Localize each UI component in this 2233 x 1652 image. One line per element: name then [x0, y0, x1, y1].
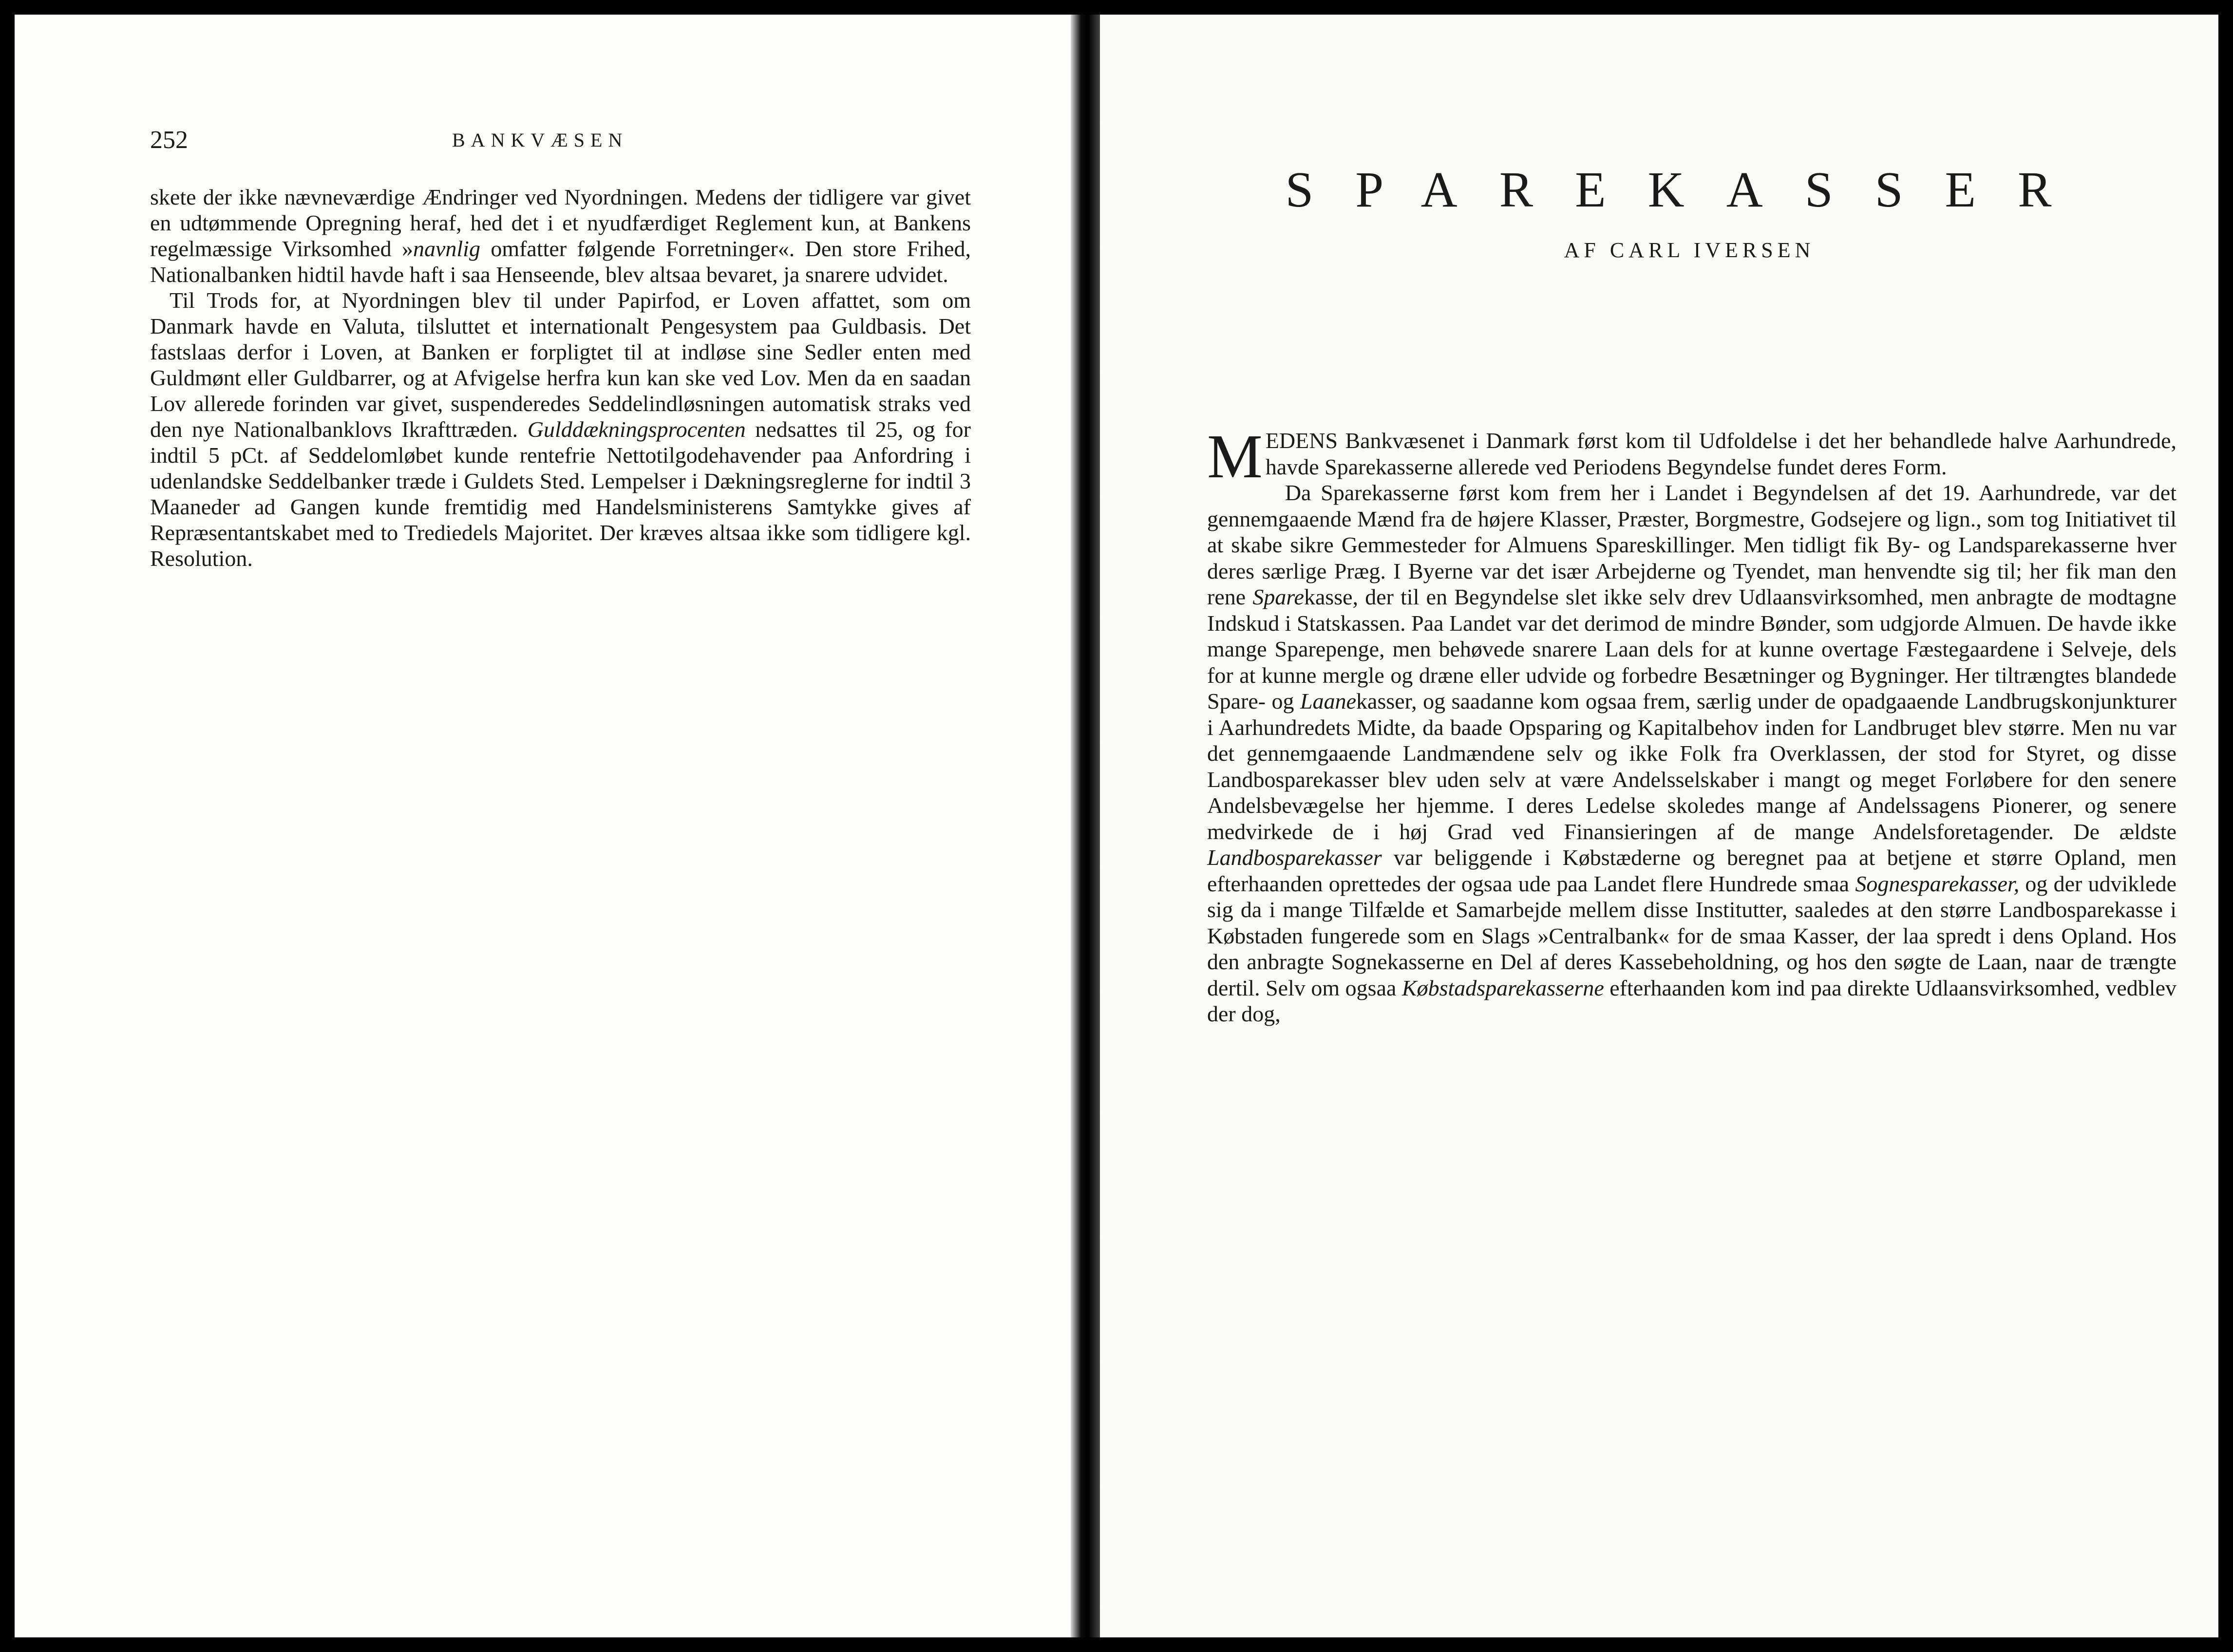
running-title: BANKVÆSEN: [452, 129, 628, 151]
paragraph: Da Sparekasserne først kom frem her i Landet i Begyndelsen af det 19. Aarhundrede, var det gennemgaaende Mænd fra de højere Klasser, Præster, Borgmestre, Godsejere og lign., som tog Initiativet til at skabe sikre Gemmesteder for Almuens Spareskillinger. Men tidligt fik By- og Landsparekasserne hver deres særlige Præg. I Byerne var det især Arbejderne og Tyendet, man henvendte sig til; her fik man den rene Sparekasse, der til en Begyndelse slet ikke selv drev Udlaansvirksomhed, men anbragte de modtagne Indskud i Statskassen. Paa Landet var det derimod de mindre Bønder, som udgjorde Almuen. De havde ikke mange Sparepenge, men behøvede snarere Laan dels for at kunne overtage Fæstegaardene i Selveje, dels for at kunne mergle og dræne eller udvide og forbedre Besætninger og Bygninger. Her tiltrængtes blandede Spare- og Laanekasser, og saadanne kom ogsaa frem, særlig under de opadgaaende Landbrugskonjunkturer i Aarhundredets Midte, da baade Opsparing og Kapitalbehov inden for Landbruget blev større. Men nu var det gennemgaaende Landmændene selv og ikke Folk fra Overklassen, der stod for Styret, og disse Landbosparekasser blev uden selv at være Andelsselskaber i mangt og meget Forløbere for den senere Andelsbevægelse her hjemme. I deres Ledelse skoledes mange af Andelssagens Pionerer, og senere medvirkede de i høj Grad ved Finansieringen af de mange Andelsforetagender. De ældste Landbosparekasser var beliggende i Købstæderne og beregnet paa at betjene et større Opland, men efterhaanden oprettedes der ogsaa ude paa Landet flere Hundrede smaa Sognesparekasser, og der udviklede sig da i mange Tilfælde et Samarbejde mellem disse Institutter, saaledes at den større Landbosparekasse i Købstaden fungerede som en Slags »Centralbank« for de smaa Kasser, der laa spredt i dens Opland. Hos den anbragte Sognekasserne en Del af deres Kassebeholdning, og hos den søgte de Laan, naar de trængte dertil. Selv om ogsaa Købstadsparekasserne efterhaanden kom ind paa direkte Udlaansvirksomhed, vedblev der dog,: [1207, 480, 2177, 1026]
right-body-text: [1207, 422, 2177, 1027]
right-page: [1100, 15, 2218, 1637]
paragraph: Til Trods for, at Nyordningen blev til under Papirfod, er Loven affattet, som om Danmark havde en Valuta, tilsluttet et internationalt Pengesystem paa Guldbasis. Det fastslaas derfor i Loven, at Banken er forpligtet til at indløse sine Sedler enten med Guldmønt eller Guldbarrer, og at Afvigelse herfra kun kan ske ved Lov. Men da en saadan Lov allerede forinden var givet, suspenderedes Seddelindløsningen automatisk straks ved den nye Nationalbanklovs Ikrafttræden. Gulddækningsprocenten nedsattes til 25, og for indtil 5 pCt. af Seddelomløbet kunde rentefrie Nettotilgodehavender paa Anfordring i udenlandske Seddelbanker træde i Guldets Sted. Lempelser i Dækningsreglerne for indtil 3 Maaneder ad Gangen kunde fremtidig med Handelsministerens Samtykke gives af Repræsentantskabet med to Trediedels Majoritet. Der kræves altsaa ikke som tidligere kgl. Resolution.: [150, 288, 971, 571]
left-page: [15, 15, 1071, 1637]
drop-cap: M: [1207, 422, 1263, 491]
lead-paragraph: [1207, 422, 2176, 491]
page-number: 252: [150, 126, 188, 154]
running-head: [150, 126, 1071, 155]
chapter-title: SPAREKASSER: [1285, 162, 2094, 218]
author-line: AF CARL IVERSEN: [1564, 238, 1815, 262]
left-body-text: [150, 184, 971, 571]
book-gutter: [1071, 15, 1100, 1637]
lead-text: EDENS Bankvæsenet i Danmark først kom til Udfoldelse i det her behandlede halve Aarhundrede, havde Sparekasserne allerede ved Periodens Begyndelse fundet deres Form.: [1265, 428, 2176, 479]
paragraph: skete der ikke nævneværdige Ændringer ved Nyordningen. Medens der tidligere var givet en udtømmende Opregning heraf, hed det i et nyudfærdiget Reglement kun, at Bankens regelmæssige Virksomhed »navnlig omfatter følgende Forretninger«. Den store Frihed, Nationalbanken hidtil havde haft i saa Henseende, blev altsaa bevaret, ja snarere udvidet.: [150, 185, 971, 287]
